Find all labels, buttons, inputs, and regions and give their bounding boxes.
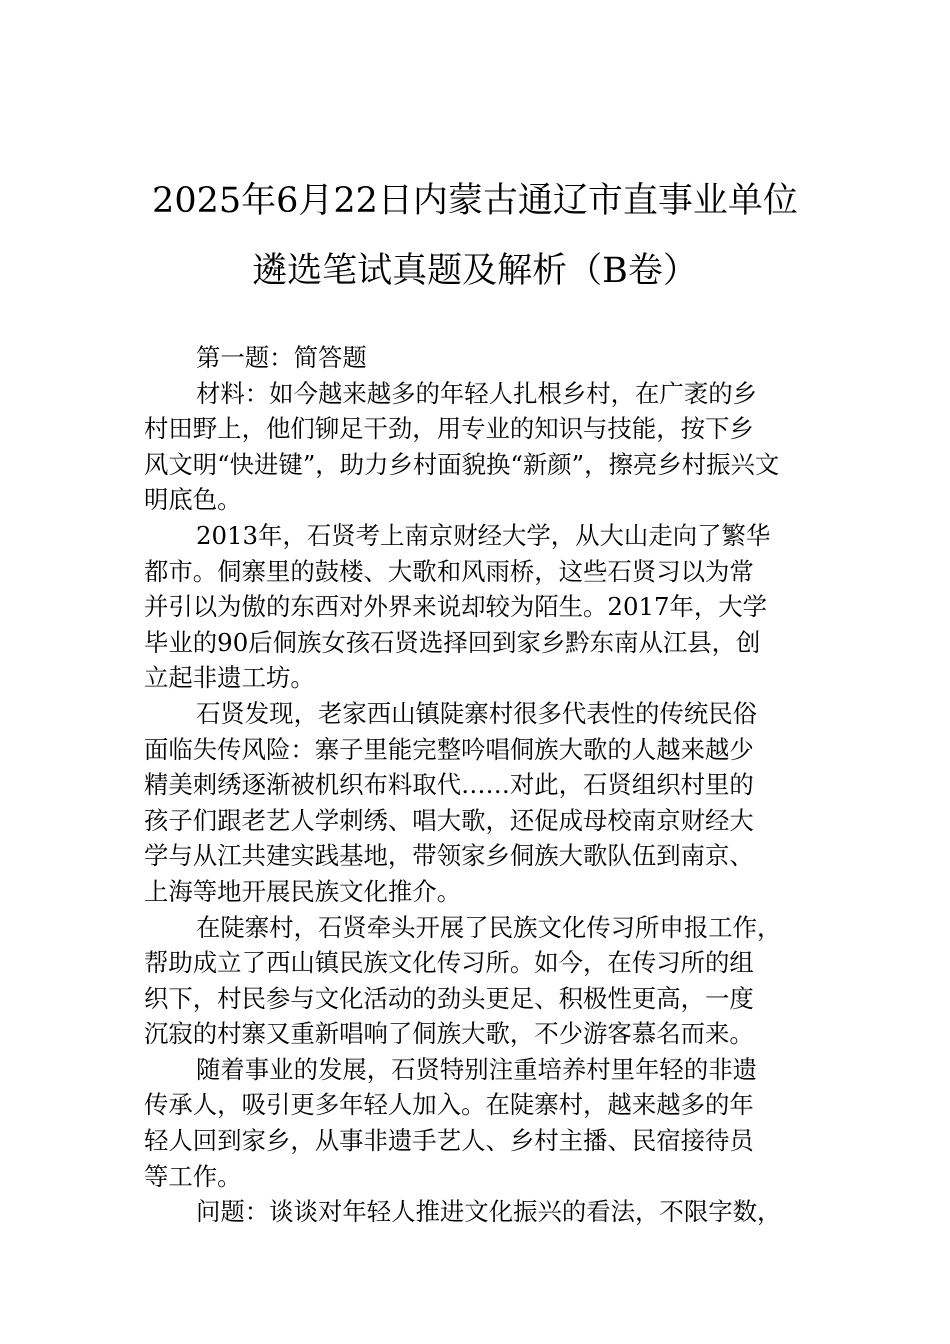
document-title-line-2: 遴选笔试真题及解析（B卷） xyxy=(252,251,698,291)
document-title-line-1: 2025年6月22日内蒙古通辽市直事业单位 xyxy=(152,181,798,221)
paragraph-line: 等工作。 xyxy=(144,1161,242,1191)
paragraph-line: 毕业的90后侗族女孩石贤选择回到家乡黔东南从江县，创 xyxy=(144,627,761,657)
paragraph-line: 沉寂的村寨又重新唱响了侗族大歌，不少游客慕名而来。 xyxy=(144,1019,754,1049)
paragraph-line: 学与从江共建实践基地，带领家乡侗族大歌队伍到南京、 xyxy=(144,841,754,871)
paragraph-line: 上海等地开展民族文化推介。 xyxy=(144,876,462,906)
document-body xyxy=(144,340,834,1230)
paragraph-line: 帮助成立了西山镇民族文化传习所。如今，在传习所的组 xyxy=(144,948,754,978)
section-heading: 第一题：简答题 xyxy=(196,343,367,372)
paragraph-line: 织下，村民参与文化活动的劲头更足、积极性更高，一度 xyxy=(144,983,754,1013)
paragraph-line: 面临失传风险：寨子里能完整吟唱侗族大歌的人越来越少 xyxy=(144,734,754,764)
paragraph-line: 石贤发现，老家西山镇陡寨村很多代表性的传统民俗 xyxy=(196,698,757,728)
material-line: 风文明“快进键”，助力乡村面貌换“新颜”，擦亮乡村振兴文 xyxy=(144,449,780,479)
paragraph-line: 立起非遗工坊。 xyxy=(144,663,315,693)
question-line: 问题：谈谈对年轻人推进文化振兴的看法，不限字数， xyxy=(196,1197,782,1227)
paragraph-line: 都市。侗寨里的鼓楼、大歌和风雨桥，这些石贤习以为常 xyxy=(144,556,754,586)
paragraph-line: 2013年，石贤考上南京财经大学，从大山走向了繁华 xyxy=(196,520,771,550)
paragraph-line: 传承人，吸引更多年轻人加入。在陡寨村，越来越多的年 xyxy=(144,1090,754,1120)
paragraph-line: 轻人回到家乡，从事非遗手艺人、乡村主播、民宿接待员 xyxy=(144,1126,754,1156)
material-line: 村田野上，他们铆足干劲，用专业的知识与技能，按下乡 xyxy=(144,414,754,444)
paragraph-line: 随着事业的发展，石贤特别注重培养村里年轻的非遗 xyxy=(196,1054,757,1084)
paragraph-line: 孩子们跟老艺人学刺绣、唱大歌，还促成母校南京财经大 xyxy=(144,805,754,835)
material-line: 明底色。 xyxy=(144,485,242,515)
paragraph-line: 在陡寨村，石贤牵头开展了民族文化传习所申报工作， xyxy=(196,912,782,942)
material-line: 材料：如今越来越多的年轻人扎根乡村，在广袤的乡 xyxy=(196,378,757,408)
paragraph-line: 精美刺绣逐渐被机织布料取代……对此，石贤组织村里的 xyxy=(144,770,754,800)
paragraph-line: 并引以为傲的东西对外界来说却较为陌生。2017年，大学 xyxy=(144,592,768,622)
